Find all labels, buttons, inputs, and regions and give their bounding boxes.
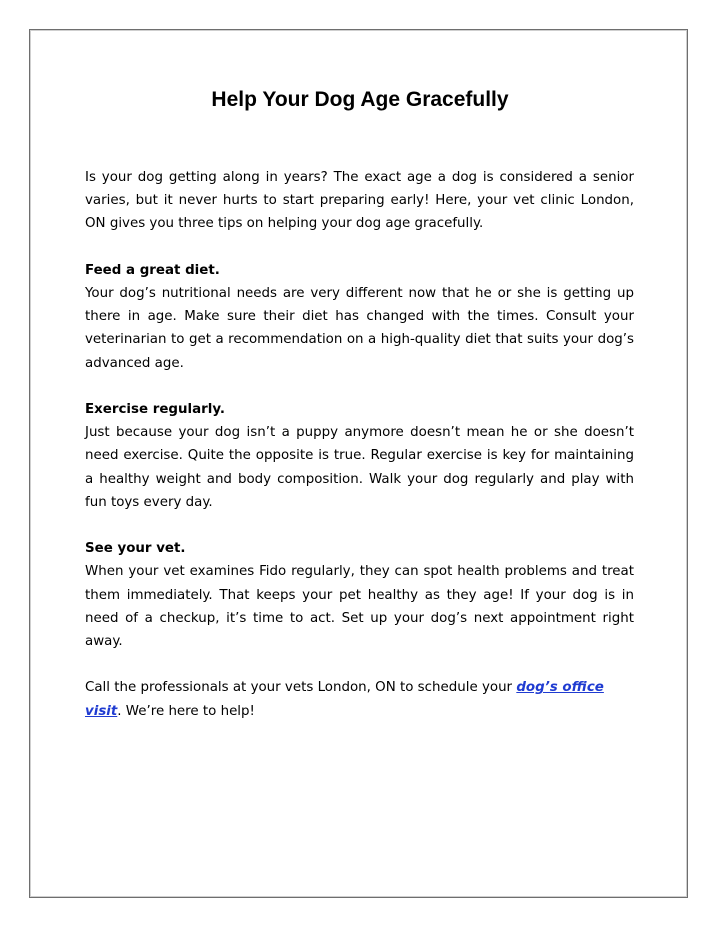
section-heading-exercise: Exercise regularly. [85, 402, 225, 417]
section-vet [85, 537, 634, 653]
article-body [85, 166, 634, 746]
section-heading-vet: See your vet. [85, 541, 186, 557]
intro-paragraph: Is your dog getting along in years? The exact age a dog is considered a senior varies, but it never hurts to start preparing early! Here, your vet clinic London, ON gives you three tips on helping your dog age gracefully. [85, 170, 634, 232]
closing-paragraph [85, 676, 634, 722]
closing-text-before: Call the professionals at your vets London, ON to schedule your [85, 680, 517, 696]
office-visit-link[interactable]: dog’s office visit [85, 680, 604, 719]
section-body-diet: Your dog’s nutritional needs are very different now that he or she is getting up there in age. Make sure their diet has changed with the times. Consult your veterinarian to get a recommendation on a high-quality diet that suits your dog’s advanced age. [85, 286, 634, 371]
section-heading-diet: Feed a great diet. [85, 262, 220, 278]
section-exercise [85, 398, 634, 514]
closing-text-after: . We’re here to help! [117, 703, 255, 719]
section-diet [85, 259, 634, 375]
section-body-exercise: Just because your dog isn’t a puppy anymore doesn’t mean he or she doesn’t need exercise. Quite the opposite is true. Regular exercise is key for maintaining a healthy weight and body composition. Walk your dog regularly and play with fun toys every day. [85, 425, 634, 510]
page-title: Help Your Dog Age Gracefully [211, 88, 509, 111]
section-body-vet: When your vet examines Fido regularly, they can spot health problems and treat them immediately. That keeps your pet healthy as they age! If your dog is in need of a checkup, it’s time to act. Set up your dog’s next appointment right away. [85, 564, 634, 650]
